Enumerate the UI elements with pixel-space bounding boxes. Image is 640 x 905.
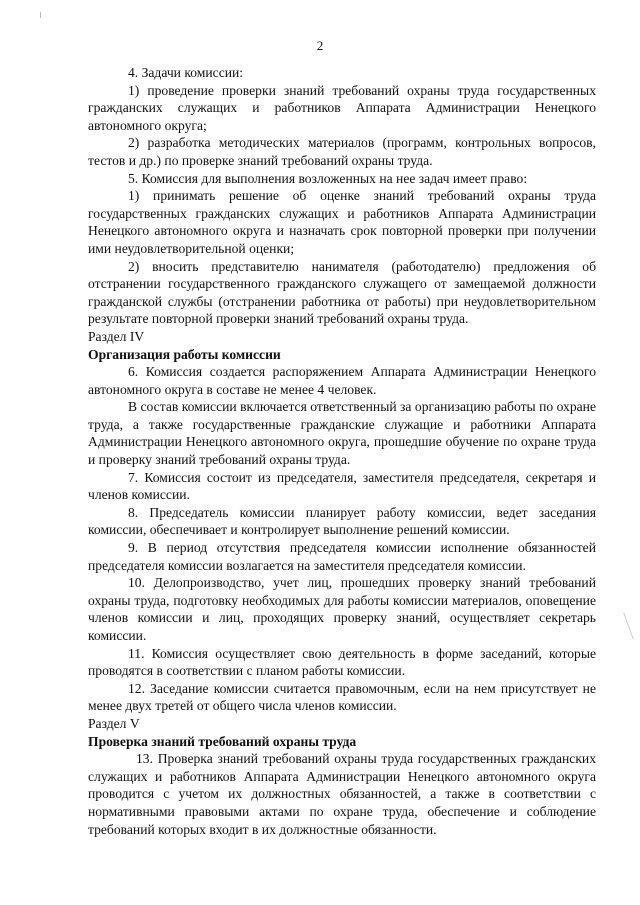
paragraph: 8. Председатель комиссии планирует работу комиссии, ведет заседания комиссии, обеспечивает и контролирует выполнение решений комиссии. — [88, 504, 596, 538]
paragraph: В состав комиссии включается ответственный за организацию работы по охране труда, а также государственные гражданские служащие и работники Аппарата Администрации Ненецкого автономного округа, прошедшие обучение по охране труда и проверку знаний требований охраны труда. — [88, 399, 596, 468]
section-number: Раздел V — [88, 715, 140, 731]
section-title: Организация работы комиссии — [88, 346, 281, 362]
document-body — [88, 64, 596, 838]
paragraph: 10. Делопроизводство, учет лиц, прошедших проверку знаний требований охраны труда, подготовку необходимых для работы комиссии материалов, оповещение членов комиссии и лиц, проходящих проверку знаний, осуществляет секретарь комиссии. — [88, 575, 596, 643]
paragraph: 12. Заседание комиссии считается правомочным, если на нем присутствует не менее двух третей от общего числа членов комиссии. — [88, 680, 596, 714]
paragraph: 2) разработка методических материалов (программ, контрольных вопросов, тестов и др.) по проверке знаний требований охраны труда. — [88, 135, 596, 168]
section-title: Проверка знаний требований охраны труда — [88, 733, 357, 749]
paragraph: 13. Проверка знаний требований охраны труда государственных гражданских служащих и работников Аппарата Администрации Ненецкого автономного округа проводится с учетом их должностных обязанностей, а также в соответствии с нормативными правовыми актами по охране труда, обеспечение и соблюдение требований которых входит в их должностные обязанности. — [88, 751, 596, 837]
page-number: 2 — [316, 38, 324, 53]
paragraph: 2) вносить представителю нанимателя (работодателю) предложения об отстранении государственного гражданского служащего от замещаемой должности гражданской службы (отстранении работника от работы) при неудовлетворительном результате повторной проверки знаний требований охраны труда. — [88, 258, 596, 327]
paragraph: 1) проведение проверки знаний требований охраны труда государственных гражданских служащих и работников Аппарата Администрации Ненецкого автономного округа; — [88, 82, 596, 133]
paragraph: 7. Комиссия состоит из председателя, заместителя председателя, секретаря и членов комиссии. — [88, 469, 596, 503]
scan-mark — [40, 12, 41, 18]
paragraph: 6. Комиссия создается распоряжением Аппарата Администрации Ненецкого автономного округа в составе не менее 4 человек. — [88, 364, 596, 397]
paragraph: 9. В период отсутствия председателя комиссии исполнение обязанностей председателя комиссии возлагается на заместителя председателя комиссии. — [88, 540, 596, 573]
paragraph: 11. Комиссия осуществляет свою деятельность в форме заседаний, которые проводятся в соответствии с планом работы комиссии. — [88, 645, 596, 679]
paragraph: 4. Задачи комиссии: — [128, 65, 244, 80]
scan-mark — [623, 613, 634, 640]
section-number: Раздел IV — [88, 328, 145, 344]
paragraph: 5. Комиссия для выполнения возложенных на нее задач имеет право: — [128, 170, 528, 186]
paragraph: 1) принимать решение об оценке знаний требований охраны труда государственных гражданских служащих и работников Аппарата Администрации Ненецкого автономного округа и назначать срок повторной проверки при получении ими неудовлетворительной оценки; — [88, 188, 596, 256]
